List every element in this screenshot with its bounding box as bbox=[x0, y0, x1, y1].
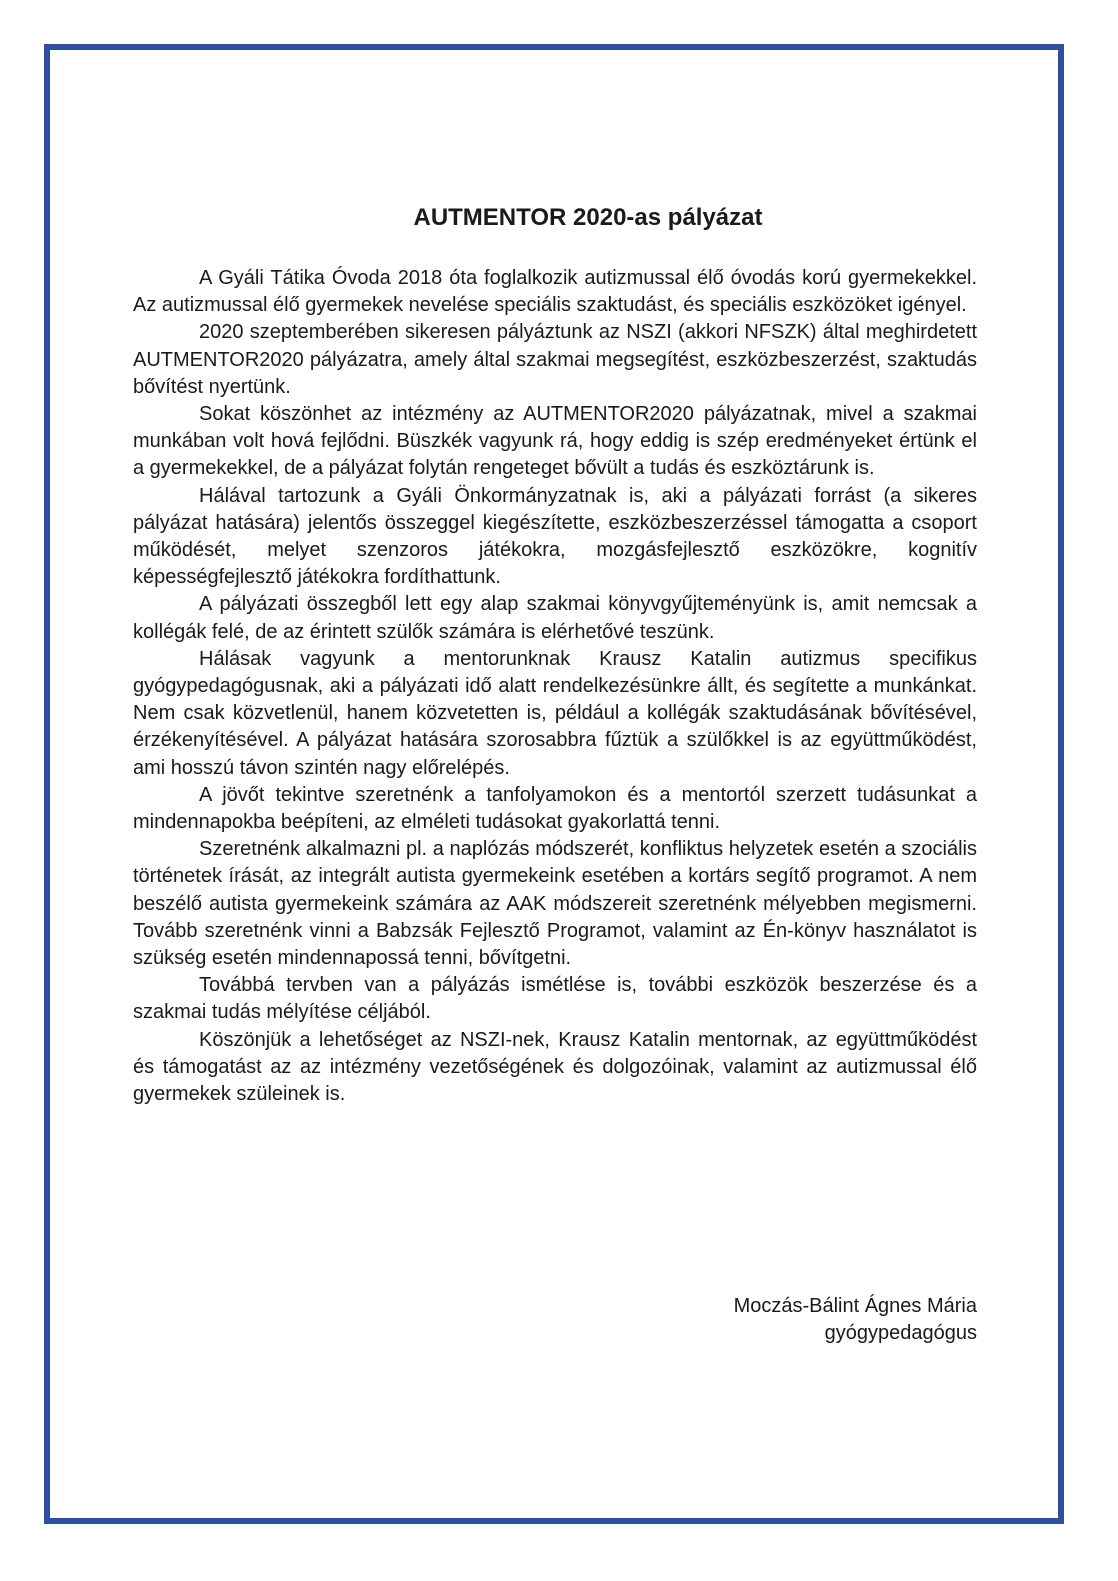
signature-role: gyógypedagógus bbox=[824, 1322, 977, 1344]
paragraph: A jövőt tekintve szeretnénk a tanfolyamokon és a mentortól szerzett tudásunkat a mindennapokba beépíteni, az elméleti tudásokat gyakorlattá tenni. bbox=[133, 783, 977, 834]
paragraph: Továbbá tervben van a pályázás ismétlése is, további eszközök beszerzése és a szakmai tudás mélyítése céljából. bbox=[133, 974, 977, 1024]
paragraph: Szeretnénk alkalmazni pl. a naplózás módszerét, konfliktus helyzetek esetén a szociális történetek írását, az integrált autista gyermekeink esetében a kortárs segítő programot. A nem beszélő autista gyermekeink számára az AAK módszereit szeretnénk mélyebben megismerni. Tovább szeretnénk vinni a Babzsák Fejlesztő Programot, valamint az Én-könyv használatot is szükség esetén mindennapossá tenni, bővítgetni. bbox=[133, 838, 977, 970]
document-title: AUTMENTOR 2020-as pályázat bbox=[413, 204, 763, 231]
paragraph: Hálásak vagyunk a mentorunknak Krausz Katalin autizmus specifikus gyógypedagógusnak, aki a pályázati idő alatt rendelkezésünkre állt, és segítette a munkánkat. Nem csak közvetlenül, hanem közvetetten is, például a kollégák szaktudásának bővítésével, érzékenyítésével. A pályázat hatására szorosabbra fűztük a szülőkkel is az együttműködést, ami hosszú távon szintén nagy előrelépés. bbox=[133, 647, 977, 779]
paragraph: A pályázati összegből lett egy alap szakmai könyvgyűjteményünk is, amit nemcsak a kollégák felé, de az érintett szülők számára is elérhetővé teszünk. bbox=[133, 593, 977, 643]
paragraph: Köszönjük a lehetőséget az NSZI-nek, Krausz Katalin mentornak, az együttműködést és támogatást az az intézmény vezetőségének és dolgozóinak, valamint az autizmussal élő gyermekek szüleinek is. bbox=[133, 1028, 977, 1106]
paragraph: Sokat köszönhet az intézmény az AUTMENTOR2020 pályázatnak, mivel a szakmai munkában volt hová fejlődni. Büszkék vagyunk rá, hogy eddig is szép eredményeket értünk el a gyermekekkel, de a pályázat folytán rengeteget bővült a tudás és eszköztárunk is. bbox=[133, 403, 977, 480]
paragraph: A Gyáli Tátika Óvoda 2018 óta foglalkozik autizmussal élő óvodás korú gyermekekkel. Az autizmussal élő gyermekek nevelése speciális szaktudást, és speciális eszközöket igényel. bbox=[133, 267, 977, 317]
document-body bbox=[133, 265, 977, 1108]
paragraph: 2020 szeptemberében sikeresen pályáztunk az NSZI (akkori NFSZK) által meghirdetett AUTMENTOR2020 pályázatra, amely által szakmai megsegítést, eszközbeszerzést, szaktudás bővítést nyertünk. bbox=[133, 321, 977, 398]
paragraph: Hálával tartozunk a Gyáli Önkormányzatnak is, aki a pályázati forrást (a sikeres pályázat hatására) jelentős összeggel kiegészítette, eszközbeszerzéssel támogatta a csoport működését, melyet szenzoros játékokra, mozgásfejlesztő eszközökre, kognitív képességfejlesztő játékokra fordíthattunk. bbox=[133, 484, 977, 589]
signature-block bbox=[734, 1293, 977, 1347]
signature-name: Moczás-Bálint Ágnes Mária bbox=[733, 1295, 977, 1317]
